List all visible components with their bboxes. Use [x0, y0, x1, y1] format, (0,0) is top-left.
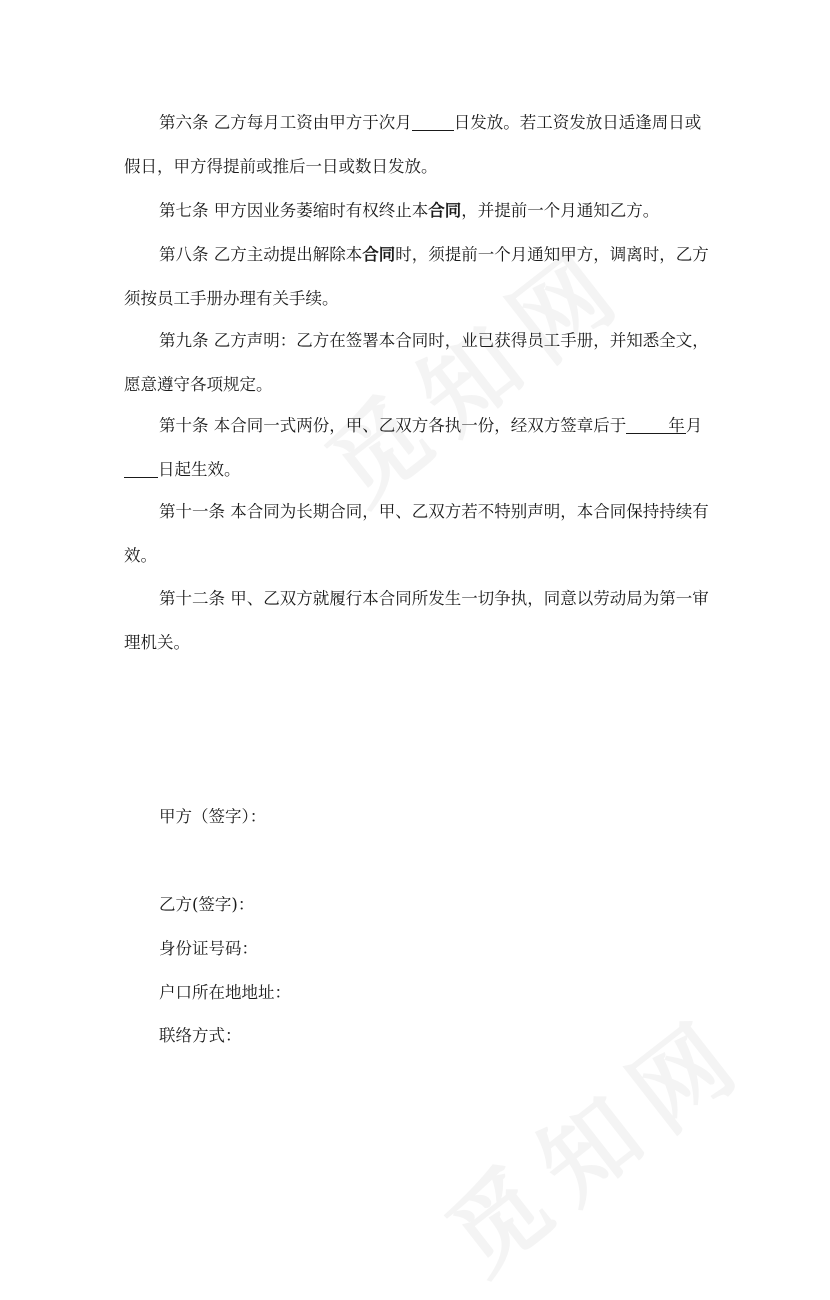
clause-6-text-b: 日发放。若工资发放日适逢周日或假日，甲方得提前或推后一日或数日发放。: [124, 113, 702, 176]
clause-7-bold: 合同: [428, 201, 462, 220]
clause-8-text-b: 时，须提前一个月通知甲方，调离时，乙方须按员工手册办理有关手续。: [124, 245, 709, 308]
clause-10-year: 年: [668, 416, 685, 435]
clause-7-text-a: 第七条 甲方因业务萎缩时有权终止本: [159, 201, 429, 220]
payday-blank: [412, 112, 454, 131]
clause-10: [124, 404, 710, 492]
clause-8-text-a: 第八条 乙方主动提出解除本: [159, 245, 363, 264]
month-blank: [650, 415, 686, 434]
clause-8-bold: 合同: [362, 245, 396, 264]
party-b-signature: 乙方(签字)：: [159, 895, 255, 914]
clause-10-text-a: 第十条 本合同一式两份，甲、乙双方各执一份，经双方签章后于: [159, 416, 627, 435]
clause-12: 第十二条 甲、乙双方就履行本合同所发生一切争执，同意以劳动局为第一审理机关。: [124, 589, 709, 652]
contact-label: 联络方式：: [159, 1026, 242, 1045]
clause-9: 第九条 乙方声明：乙方在签署本合同时，业已获得员工手册，并知悉全文，愿意遵守各项规定。: [124, 331, 709, 394]
clause-6-text-a: 第六条 乙方每月工资由甲方于次月: [159, 113, 412, 132]
watermark-lower: [415, 977, 774, 1299]
clause-7: [124, 189, 710, 233]
day-blank: [124, 459, 158, 478]
clause-11: 第十一条 本合同为长期合同，甲、乙双方若不特别声明，本合同保持持续有效。: [124, 502, 709, 565]
household-address-label: 户口所在地地址：: [159, 983, 291, 1002]
id-number-label: 身份证号码：: [159, 939, 258, 958]
clause-7-text-b: ，并提前一个月通知乙方。: [461, 201, 660, 220]
party-a-signature: 甲方（签字）：: [159, 807, 267, 826]
clause-10-day: 日起生效。: [158, 460, 241, 479]
clause-10-month: 月: [685, 416, 703, 435]
clause-8: [124, 233, 710, 321]
clause-6: [124, 101, 710, 189]
